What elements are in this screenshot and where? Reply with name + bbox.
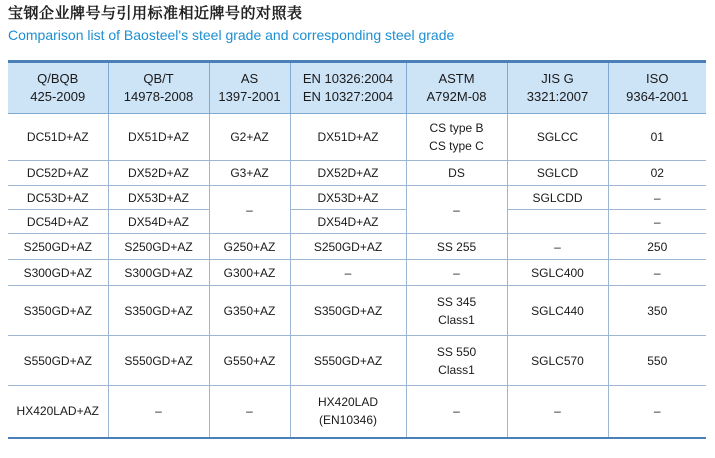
header-cell [108,62,209,114]
cell-astm: – [406,386,507,438]
header-cell [608,62,706,114]
header-line2: 14978-2008 [123,89,194,104]
cell-as: – [209,186,290,234]
cell-astm [406,286,507,336]
cell-en: – [290,260,406,286]
cell-jis: – [507,234,608,260]
cell-iso: 01 [608,114,706,161]
cell-qbqb: HX420LAD+AZ [8,386,108,438]
table-row [8,210,706,234]
cell-qbt: DX54D+AZ [108,210,209,234]
header-line1: Q/BQB [37,71,79,86]
cell-iso: – [608,186,706,210]
table-row [8,286,706,336]
cell-text: Class1 [438,312,475,327]
header-cell [406,62,507,114]
cell-as: G550+AZ [209,336,290,386]
cell-astm: DS [406,161,507,186]
cell-en: S550GD+AZ [290,336,406,386]
header-line1: ISO [646,71,669,86]
cell-text: (EN10346) [318,413,378,428]
cell-iso: – [608,260,706,286]
cell-iso: 02 [608,161,706,186]
title-chinese: 宝钢企业牌号与引用标准相近牌号的对照表 [8,4,303,22]
cell-en: DX52D+AZ [290,161,406,186]
cell-iso: – [608,210,706,234]
cell-jis: SGLCD [507,161,608,186]
cell-en: S250GD+AZ [290,234,406,260]
cell-qbt: DX51D+AZ [108,114,209,161]
header-line2: 425-2009 [30,89,86,104]
header-cell [209,62,290,114]
cell-text: SS 550 [436,344,477,359]
cell-iso: – [608,386,706,438]
cell-iso: 550 [608,336,706,386]
header-line2: EN 10327:2004 [302,89,394,104]
cell-en: DX51D+AZ [290,114,406,161]
cell-as: G3+AZ [209,161,290,186]
cell-en [290,386,406,438]
table-row [8,336,706,386]
cell-text: HX420LAD [317,395,379,410]
cell-jis [507,210,608,234]
cell-as: G300+AZ [209,260,290,286]
cell-astm: SS 255 [406,234,507,260]
header-line2: 9364-2001 [626,89,689,104]
header-line2: A792M-08 [426,89,487,104]
cell-as: G2+AZ [209,114,290,161]
table-row [8,114,706,161]
cell-qbt: S350GD+AZ [108,286,209,336]
header-row [8,62,706,114]
cell-jis: SGLCC [507,114,608,161]
header-line1: AS [240,71,259,86]
cell-qbqb: DC51D+AZ [8,114,108,161]
cell-astm: – [406,186,507,234]
cell-qbqb: DC53D+AZ [8,186,108,210]
header-cell [8,62,108,114]
title-english: Comparison list of Baosteel's steel grade and corresponding steel grade [8,27,455,43]
cell-qbqb: S250GD+AZ [8,234,108,260]
cell-qbqb: DC52D+AZ [8,161,108,186]
table-row [8,234,706,260]
cell-qbt: – [108,386,209,438]
table-row [8,260,706,286]
cell-jis: SGLCDD [507,186,608,210]
header-line1: EN 10326:2004 [302,71,394,86]
cell-en: DX53D+AZ [290,186,406,210]
cell-jis: SGLC440 [507,286,608,336]
header-cell [507,62,608,114]
header-cell [290,62,406,114]
header-line1: ASTM [438,71,475,86]
cell-qbt: S250GD+AZ [108,234,209,260]
table-row [8,161,706,186]
cell-qbqb: S300GD+AZ [8,260,108,286]
cell-as: G250+AZ [209,234,290,260]
cell-as: – [209,386,290,438]
cell-astm: – [406,260,507,286]
cell-jis: SGLC400 [507,260,608,286]
cell-qbt: S550GD+AZ [108,336,209,386]
cell-text: CS type C [429,139,484,153]
cell-astm [406,336,507,386]
table-row [8,186,706,210]
cell-qbt: S300GD+AZ [108,260,209,286]
cell-jis: – [507,386,608,438]
cell-qbqb: S350GD+AZ [8,286,108,336]
cell-text: CS type B [429,121,484,135]
header-line1: QB/T [143,71,174,86]
cell-qbt: DX52D+AZ [108,161,209,186]
comparison-table [8,60,706,439]
cell-en: S350GD+AZ [290,286,406,336]
cell-iso: 250 [608,234,706,260]
cell-jis: SGLC570 [507,336,608,386]
header-line1: JIS G [541,71,574,86]
cell-iso: 350 [608,286,706,336]
header-line2: 3321:2007 [526,89,589,104]
cell-as: G350+AZ [209,286,290,336]
cell-text: Class1 [438,362,475,377]
table-row [8,386,706,438]
cell-en: DX54D+AZ [290,210,406,234]
cell-text: SS 345 [436,294,477,309]
cell-qbqb: DC54D+AZ [8,210,108,234]
cell-astm [406,114,507,161]
cell-qbqb: S550GD+AZ [8,336,108,386]
cell-qbt: DX53D+AZ [108,186,209,210]
header-line2: 1397-2001 [218,89,281,104]
